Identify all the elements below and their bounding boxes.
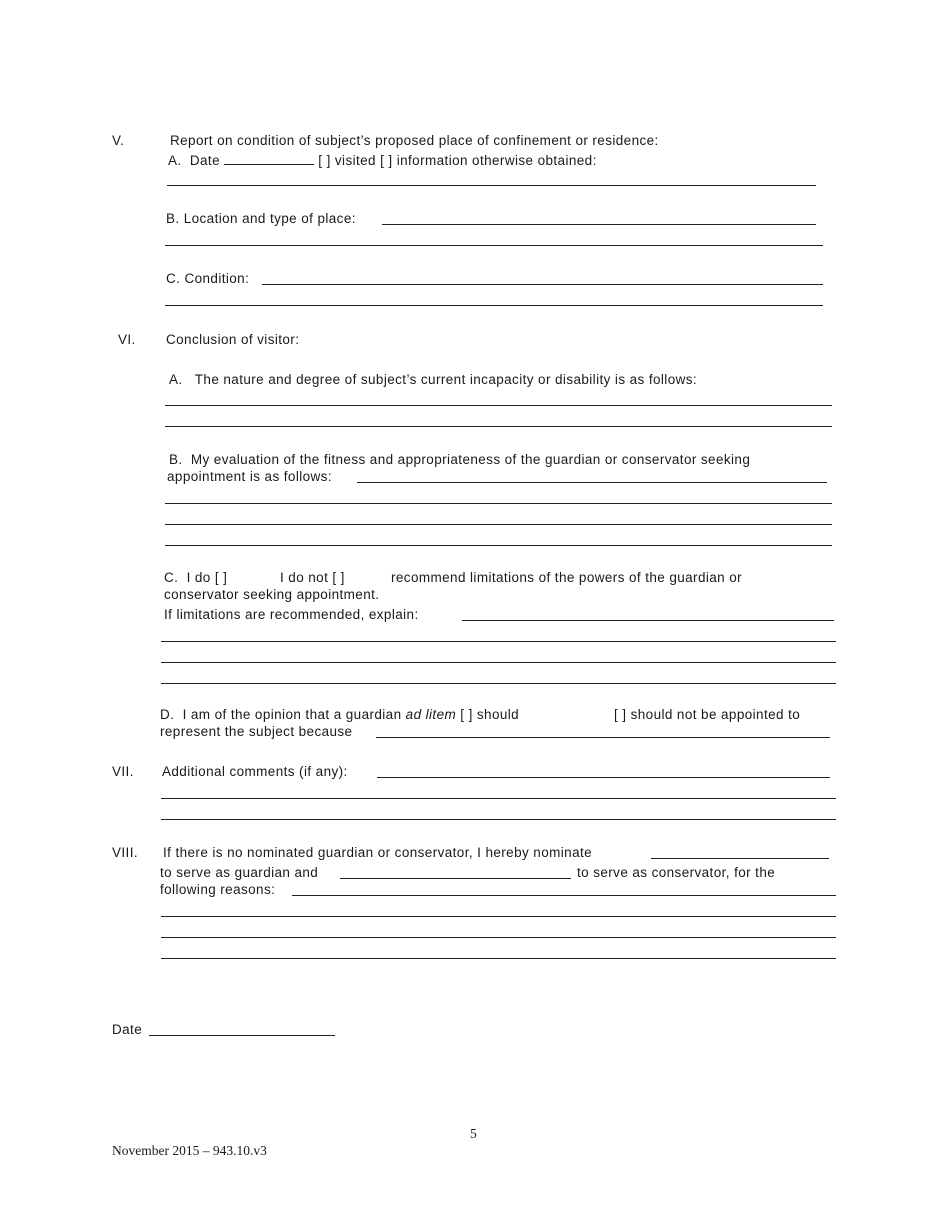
location-type-line[interactable] <box>165 245 823 246</box>
evaluation-line-1[interactable] <box>165 503 832 504</box>
additional-comments-line-1[interactable] <box>161 798 836 799</box>
limitations-line-3[interactable] <box>161 683 836 684</box>
condition-label: C. Condition: <box>166 271 250 286</box>
section-vi-a-text: A. The nature and degree of subject’s current incapacity or disability is as follows: <box>169 372 698 387</box>
section-v-a-label: A. Date <box>168 153 220 168</box>
section-vi-b-line2: appointment is as follows: <box>167 469 332 484</box>
location-type-field[interactable] <box>382 224 816 225</box>
additional-comments-line-2[interactable] <box>161 819 836 820</box>
section-vi-c-line2: conservator seeking appointment. <box>164 587 380 602</box>
incapacity-line-1[interactable] <box>165 405 832 406</box>
limitations-line-1[interactable] <box>161 641 836 642</box>
additional-comments-label: Additional comments (if any): <box>162 764 348 779</box>
nomination-reasons-line-3[interactable] <box>161 958 836 959</box>
form-id: November 2015 – 943.10.v3 <box>112 1143 267 1158</box>
incapacity-line-2[interactable] <box>165 426 832 427</box>
guardian-reason-field[interactable] <box>376 737 830 738</box>
section-vi-b-line1: B. My evaluation of the fitness and appropriateness of the guardian or conservator seeking <box>169 452 751 467</box>
nomination-reasons-label: following reasons: <box>160 882 276 897</box>
nomination-text-2b: to serve as conservator, for the <box>577 865 776 880</box>
nominee-field[interactable] <box>651 858 829 859</box>
guardian-should-checkbox[interactable]: [ ] should <box>460 707 520 722</box>
visited-checkbox[interactable]: [ ] visited <box>318 153 376 168</box>
section-viii-number: VIII. <box>112 845 139 860</box>
info-otherwise-obtained-checkbox[interactable]: [ ] information otherwise obtained: <box>380 153 597 168</box>
limitations-explain-label: If limitations are recommended, explain: <box>164 607 419 622</box>
nomination-text-1: If there is no nominated guardian or conservator, I hereby nominate <box>163 845 593 860</box>
section-v-a-line[interactable] <box>167 185 816 186</box>
condition-field[interactable] <box>262 284 823 285</box>
conservator-nominee-field[interactable] <box>340 878 571 879</box>
section-vi-d-prefix: D. I am of the opinion that a guardian <box>160 707 402 722</box>
ad-litem-text: ad litem <box>405 707 457 722</box>
section-vi-d-line2: represent the subject because <box>160 724 353 739</box>
date-field[interactable] <box>149 1035 335 1036</box>
additional-comments-field[interactable] <box>377 777 830 778</box>
location-type-label: B. Location and type of place: <box>166 211 356 226</box>
nomination-reasons-line-1[interactable] <box>161 916 836 917</box>
recommend-limitations-text: recommend limitations of the powers of the guardian or <box>391 570 743 585</box>
section-v-title: Report on condition of subject’s proposed place of confinement or residence: <box>170 133 659 148</box>
section-vi-title: Conclusion of visitor: <box>166 332 300 347</box>
limitations-line-2[interactable] <box>161 662 836 663</box>
visit-date-field[interactable] <box>224 152 314 165</box>
condition-line[interactable] <box>165 305 823 306</box>
limitations-explain-field[interactable] <box>462 620 834 621</box>
evaluation-field[interactable] <box>357 482 827 483</box>
section-vii-number: VII. <box>112 764 134 779</box>
evaluation-line-3[interactable] <box>165 545 832 546</box>
section-vi-number: VI. <box>118 332 136 347</box>
recommend-do-checkbox[interactable]: C. I do [ ] <box>164 570 228 585</box>
nomination-reasons-field[interactable] <box>292 895 836 896</box>
guardian-should-not-checkbox[interactable]: [ ] should not be appointed to <box>614 707 801 722</box>
nomination-text-2a: to serve as guardian and <box>160 865 319 880</box>
section-v-a-row <box>168 152 597 170</box>
page-number: 5 <box>470 1126 477 1141</box>
evaluation-line-2[interactable] <box>165 524 832 525</box>
recommend-do-not-checkbox[interactable]: I do not [ ] <box>280 570 345 585</box>
nomination-reasons-line-2[interactable] <box>161 937 836 938</box>
section-vi-d-text <box>160 706 519 724</box>
section-v-number: V. <box>112 133 125 148</box>
date-label: Date <box>112 1022 143 1037</box>
